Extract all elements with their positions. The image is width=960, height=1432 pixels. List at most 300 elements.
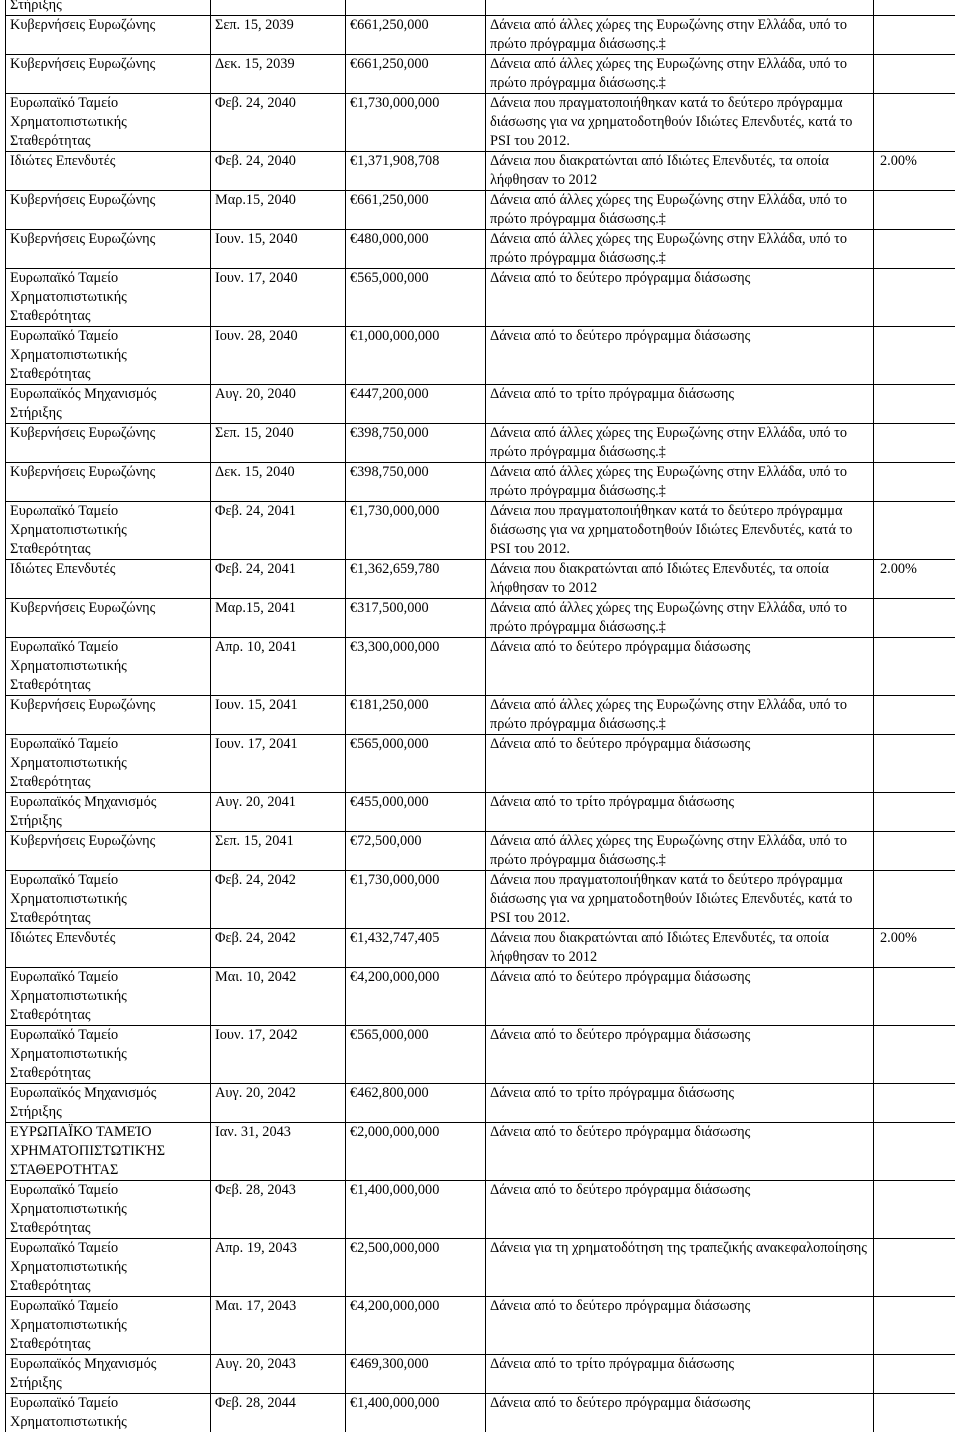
date-cell (211, 832, 346, 871)
description-cell (486, 230, 874, 269)
amount-cell (346, 230, 486, 269)
description-cell (486, 1355, 874, 1394)
lender-text: Ευρωπαϊκό Ταμείο Χρηματοπιστωτικής Σταθερότητας (10, 969, 127, 1023)
amount-text: €462,800,000 (350, 1085, 429, 1101)
document-page (5, 0, 955, 1432)
date-cell (211, 463, 346, 502)
debt-schedule-table (5, 0, 955, 1432)
amount-cell (346, 463, 486, 502)
description-cell (486, 735, 874, 793)
rate-cell (874, 230, 956, 269)
lender-cell (6, 871, 211, 929)
lender-text: Ευρωπαϊκό Ταμείο Χρηματοπιστωτικής Σταθερότητας (10, 1182, 127, 1236)
amount-cell (346, 1239, 486, 1297)
rate-cell (874, 424, 956, 463)
rate-cell (874, 463, 956, 502)
date-cell (211, 560, 346, 599)
date-text: Φεβ. 24, 2040 (215, 95, 296, 111)
amount-cell (346, 152, 486, 191)
description-text: Δάνεια από το τρίτο πρόγραμμα διάσωσης (490, 1356, 735, 1372)
description-cell (486, 385, 874, 424)
lender-cell (6, 1355, 211, 1394)
rate-cell (874, 968, 956, 1026)
description-text: Δάνεια από άλλες χώρες της Ευρωζώνης στην Ελλάδα, υπό το πρώτο πρόγραμμα διάσωσης.‡ (490, 17, 848, 52)
description-text: Δάνεια από το δεύτερο πρόγραμμα διάσωσης (490, 328, 751, 344)
date-text: Μαρ.15, 2041 (215, 600, 296, 616)
lender-cell (6, 560, 211, 599)
amount-text: €3,300,000,000 (350, 639, 440, 655)
description-text: Δάνεια που πραγματοποιήθηκαν κατά το δεύτερο πρόγραμμα διάσωσης για να χρηματοδοτηθούν Ιδιώτες Επενδυτές, κατά το PSI του 2012. (490, 503, 853, 557)
rate-cell (874, 1297, 956, 1355)
description-cell (486, 463, 874, 502)
amount-text: €1,371,908,708 (350, 153, 440, 169)
lender-cell (6, 929, 211, 968)
description-cell (486, 793, 874, 832)
table-row (6, 968, 956, 1026)
table-row (6, 871, 956, 929)
description-cell (486, 1394, 874, 1432)
description-cell (486, 871, 874, 929)
amount-text: €2,500,000,000 (350, 1240, 440, 1256)
amount-cell (346, 424, 486, 463)
amount-cell (346, 191, 486, 230)
description-text: Δάνεια από το δεύτερο πρόγραμμα διάσωσης (490, 969, 751, 985)
table-row (6, 1297, 956, 1355)
amount-text: €480,000,000 (350, 231, 429, 247)
date-text: Δεκ. 15, 2040 (215, 464, 295, 480)
description-text: Δάνεια που διακρατώνται από Ιδιώτες Επενδυτές, τα οποία λήφθησαν το 2012 (490, 930, 829, 965)
date-text: Μαρ.15, 2040 (215, 192, 296, 208)
lender-cell (6, 191, 211, 230)
lender-cell (6, 385, 211, 424)
lender-cell (6, 1394, 211, 1432)
description-text: Δάνεια από το τρίτο πρόγραμμα διάσωσης (490, 1085, 735, 1101)
table-row (6, 929, 956, 968)
description-cell (486, 94, 874, 152)
date-text: Σεπ. 15, 2039 (215, 17, 294, 33)
amount-cell (346, 1297, 486, 1355)
date-text: Φεβ. 24, 2042 (215, 872, 296, 888)
description-text: Δάνεια από το δεύτερο πρόγραμμα διάσωσης (490, 639, 751, 655)
table-row (6, 463, 956, 502)
rate-cell (874, 735, 956, 793)
amount-text: €317,500,000 (350, 600, 429, 616)
amount-cell (346, 1181, 486, 1239)
amount-cell (346, 1394, 486, 1432)
lender-text: Κυβερνήσεις Ευρωζώνης (10, 17, 156, 33)
amount-text: €398,750,000 (350, 464, 429, 480)
lender-text: Ευρωπαϊκό Ταμείο Χρηματοπιστωτικής Σταθερότητας (10, 503, 127, 557)
table-row (6, 230, 956, 269)
amount-cell (346, 269, 486, 327)
amount-text: €447,200,000 (350, 386, 429, 402)
description-text: Δάνεια από άλλες χώρες της Ευρωζώνης στην Ελλάδα, υπό το πρώτο πρόγραμμα διάσωσης.‡ (490, 425, 848, 460)
lender-cell (6, 94, 211, 152)
amount-cell (346, 560, 486, 599)
description-text: Δάνεια από άλλες χώρες της Ευρωζώνης στην Ελλάδα, υπό το πρώτο πρόγραμμα διάσωσης.‡ (490, 56, 848, 91)
amount-text: €72,500,000 (350, 833, 422, 849)
rate-cell (874, 929, 956, 968)
date-cell (211, 1181, 346, 1239)
table-row (6, 424, 956, 463)
amount-cell (346, 327, 486, 385)
lender-text: Ευρωπαϊκός Μηχανισμός Στήριξης (10, 1356, 157, 1391)
table-row (6, 735, 956, 793)
lender-text: Ευρωπαϊκό Ταμείο Χρηματοπιστωτικής Σταθερότητας (10, 1240, 127, 1294)
lender-cell (6, 269, 211, 327)
date-cell (211, 94, 346, 152)
table-row (6, 269, 956, 327)
description-cell (486, 424, 874, 463)
description-text: Δάνεια από το δεύτερο πρόγραμμα διάσωσης (490, 1027, 751, 1043)
date-cell (211, 0, 346, 16)
date-cell (211, 1394, 346, 1432)
amount-cell (346, 599, 486, 638)
date-text: Ιουν. 17, 2040 (215, 270, 298, 286)
description-cell (486, 152, 874, 191)
date-cell (211, 269, 346, 327)
date-cell (211, 696, 346, 735)
lender-text: Ευρωπαϊκό Ταμείο Χρηματοπιστωτικής Σταθερότητας (10, 1298, 127, 1352)
amount-cell (346, 1355, 486, 1394)
description-cell (486, 1239, 874, 1297)
description-cell (486, 1084, 874, 1123)
lender-text: Ευρωπαϊκό Ταμείο Χρηματοπιστωτικής Σταθερότητας (10, 270, 127, 324)
date-cell (211, 1084, 346, 1123)
description-text: Δάνεια από το δεύτερο πρόγραμμα διάσωσης (490, 1395, 751, 1411)
date-text: Αυγ. 20, 2041 (215, 794, 296, 810)
date-text: Φεβ. 28, 2043 (215, 1182, 296, 1198)
table-row (6, 599, 956, 638)
description-cell (486, 0, 874, 16)
rate-cell (874, 94, 956, 152)
rate-cell (874, 1355, 956, 1394)
debt-schedule-body (6, 0, 956, 1432)
date-cell (211, 55, 346, 94)
rate-cell (874, 1026, 956, 1084)
amount-cell (346, 0, 486, 16)
description-text: Δάνεια από άλλες χώρες της Ευρωζώνης στην Ελλάδα, υπό το πρώτο πρόγραμμα διάσωσης.‡ (490, 192, 848, 227)
date-text: Αυγ. 20, 2042 (215, 1085, 296, 1101)
amount-text: €1,362,659,780 (350, 561, 440, 577)
date-cell (211, 502, 346, 560)
table-row (6, 16, 956, 55)
amount-text: €1,000,000,000 (350, 328, 440, 344)
date-text: Μαι. 10, 2042 (215, 969, 297, 985)
rate-cell (874, 16, 956, 55)
description-cell (486, 696, 874, 735)
lender-text: Ευρωπαϊκό Ταμείο Χρηματοπιστωτικής Σταθερότητας (10, 872, 127, 926)
lender-cell (6, 502, 211, 560)
lender-cell (6, 1084, 211, 1123)
lender-cell (6, 0, 211, 16)
rate-cell (874, 599, 956, 638)
description-text: Δάνεια από άλλες χώρες της Ευρωζώνης στην Ελλάδα, υπό το πρώτο πρόγραμμα διάσωσης.‡ (490, 464, 848, 499)
amount-cell (346, 832, 486, 871)
amount-cell (346, 735, 486, 793)
amount-cell (346, 793, 486, 832)
amount-text: €1,730,000,000 (350, 872, 440, 888)
table-row (6, 696, 956, 735)
lender-text: Κυβερνήσεις Ευρωζώνης (10, 833, 156, 849)
date-cell (211, 16, 346, 55)
rate-cell (874, 0, 956, 16)
date-text: Σεπ. 15, 2041 (215, 833, 294, 849)
rate-cell (874, 1394, 956, 1432)
amount-text: €565,000,000 (350, 1027, 429, 1043)
amount-cell (346, 638, 486, 696)
description-cell (486, 929, 874, 968)
lender-text: Ευρωπαϊκός Μηχανισμός Στήριξης (10, 1085, 157, 1120)
description-text: Δάνεια για τη χρηματοδότηση της τραπεζικής ανακεφαλοποίησης (490, 1240, 867, 1256)
amount-cell (346, 929, 486, 968)
rate-text: 2.00% (880, 153, 917, 169)
description-cell (486, 502, 874, 560)
lender-text: Ευρωπαϊκός Μηχανισμός Στήριξης (10, 386, 157, 421)
rate-cell (874, 327, 956, 385)
lender-cell (6, 638, 211, 696)
rate-cell (874, 1123, 956, 1181)
date-text: Φεβ. 28, 2044 (215, 1395, 296, 1411)
rate-cell (874, 191, 956, 230)
lender-cell (6, 793, 211, 832)
rate-cell (874, 385, 956, 424)
date-text: Σεπ. 15, 2040 (215, 425, 294, 441)
table-row (6, 1355, 956, 1394)
amount-text: €565,000,000 (350, 736, 429, 752)
table-row (6, 1239, 956, 1297)
rate-cell (874, 832, 956, 871)
lender-text: Ιδιώτες Επενδυτές (10, 153, 116, 169)
description-text: Δάνεια από το δεύτερο πρόγραμμα διάσωσης (490, 1298, 751, 1314)
lender-cell (6, 968, 211, 1026)
date-text: Φεβ. 24, 2041 (215, 561, 296, 577)
date-text: Ιουν. 15, 2040 (215, 231, 298, 247)
date-cell (211, 929, 346, 968)
lender-cell (6, 230, 211, 269)
amount-text: €1,400,000,000 (350, 1395, 440, 1411)
description-cell (486, 968, 874, 1026)
amount-cell (346, 1123, 486, 1181)
date-text: Φεβ. 24, 2042 (215, 930, 296, 946)
table-row (6, 327, 956, 385)
amount-cell (346, 968, 486, 1026)
description-cell (486, 1297, 874, 1355)
lender-cell (6, 1026, 211, 1084)
rate-cell (874, 55, 956, 94)
date-cell (211, 1123, 346, 1181)
amount-text: €1,730,000,000 (350, 503, 440, 519)
lender-text: Ιδιώτες Επενδυτές (10, 930, 116, 946)
lender-text: Ευρωπαϊκό Ταμείο Χρηματοπιστωτικής (10, 1395, 127, 1430)
table-row (6, 560, 956, 599)
description-text: Δάνεια από το τρίτο πρόγραμμα διάσωσης (490, 386, 735, 402)
rate-cell (874, 502, 956, 560)
description-cell (486, 1026, 874, 1084)
date-text: Ιουν. 17, 2042 (215, 1027, 298, 1043)
rate-cell (874, 638, 956, 696)
date-cell (211, 1355, 346, 1394)
description-text: Δάνεια που διακρατώνται από Ιδιώτες Επενδυτές, τα οποία λήφθησαν το 2012 (490, 153, 829, 188)
amount-text: €455,000,000 (350, 794, 429, 810)
amount-text: €4,200,000,000 (350, 969, 440, 985)
table-row (6, 502, 956, 560)
lender-text: Ευρωπαϊκός Μηχανισμός Στήριξης (10, 794, 157, 829)
lender-cell (6, 152, 211, 191)
rate-cell (874, 696, 956, 735)
date-cell (211, 327, 346, 385)
amount-cell (346, 55, 486, 94)
amount-text: €1,400,000,000 (350, 1182, 440, 1198)
amount-cell (346, 696, 486, 735)
lender-text: Ευρωπαϊκό Ταμείο Χρηματοπιστωτικής Σταθερότητας (10, 95, 127, 149)
date-text: Φεβ. 24, 2040 (215, 153, 296, 169)
lender-text: ΕΥΡΩΠΑΪΚΟ ΤΑΜΕΊΟ ΧΡΗΜΑΤΟΠΙΣΤΩΤΙΚΉΣ ΣΤΑΘΕΡΟΤΗΤΑΣ (10, 1124, 166, 1178)
description-cell (486, 327, 874, 385)
date-text: Ιουν. 15, 2041 (215, 697, 298, 713)
description-text: Δάνεια από το δεύτερο πρόγραμμα διάσωσης (490, 1182, 751, 1198)
description-text: Δάνεια από άλλες χώρες της Ευρωζώνης στην Ελλάδα, υπό το πρώτο πρόγραμμα διάσωσης.‡ (490, 600, 848, 635)
amount-text: €565,000,000 (350, 270, 429, 286)
lender-cell (6, 55, 211, 94)
amount-text: €2,000,000,000 (350, 1124, 440, 1140)
table-row (6, 1123, 956, 1181)
table-row (6, 55, 956, 94)
description-text: Δάνεια από άλλες χώρες της Ευρωζώνης στην Ελλάδα, υπό το πρώτο πρόγραμμα διάσωσης.‡ (490, 833, 848, 868)
date-text: Ιαν. 31, 2043 (215, 1124, 291, 1140)
date-text: Απρ. 19, 2043 (215, 1240, 297, 1256)
rate-cell (874, 793, 956, 832)
description-text: Δάνεια από το δεύτερο πρόγραμμα διάσωσης (490, 270, 751, 286)
description-text: Δάνεια από το δεύτερο πρόγραμμα διάσωσης (490, 736, 751, 752)
date-cell (211, 1026, 346, 1084)
amount-text: €1,730,000,000 (350, 95, 440, 111)
rate-cell (874, 269, 956, 327)
lender-text: Στήριξης (10, 0, 62, 13)
rate-cell (874, 871, 956, 929)
lender-text: Ευρωπαϊκό Ταμείο Χρηματοπιστωτικής Σταθερότητας (10, 328, 127, 382)
date-cell (211, 968, 346, 1026)
lender-cell (6, 16, 211, 55)
lender-text: Ευρωπαϊκό Ταμείο Χρηματοπιστωτικής Σταθερότητας (10, 736, 127, 790)
description-cell (486, 269, 874, 327)
lender-text: Κυβερνήσεις Ευρωζώνης (10, 464, 156, 480)
description-cell (486, 191, 874, 230)
description-cell (486, 16, 874, 55)
date-text: Απρ. 10, 2041 (215, 639, 297, 655)
description-cell (486, 638, 874, 696)
description-cell (486, 1123, 874, 1181)
lender-cell (6, 832, 211, 871)
rate-cell (874, 1181, 956, 1239)
table-row (6, 638, 956, 696)
rate-text: 2.00% (880, 930, 917, 946)
lender-cell (6, 696, 211, 735)
table-row (6, 1394, 956, 1432)
date-cell (211, 599, 346, 638)
table-row (6, 793, 956, 832)
table-row (6, 1026, 956, 1084)
lender-cell (6, 1239, 211, 1297)
lender-cell (6, 1297, 211, 1355)
rate-cell (874, 560, 956, 599)
lender-cell (6, 463, 211, 502)
description-text: Δάνεια από το τρίτο πρόγραμμα διάσωσης (490, 794, 735, 810)
lender-cell (6, 1181, 211, 1239)
lender-cell (6, 327, 211, 385)
amount-text: €4,200,000,000 (350, 1298, 440, 1314)
date-text: Δεκ. 15, 2039 (215, 56, 295, 72)
lender-text: Κυβερνήσεις Ευρωζώνης (10, 56, 156, 72)
date-cell (211, 152, 346, 191)
amount-cell (346, 1084, 486, 1123)
amount-cell (346, 16, 486, 55)
lender-cell (6, 1123, 211, 1181)
description-text: Δάνεια από άλλες χώρες της Ευρωζώνης στην Ελλάδα, υπό το πρώτο πρόγραμμα διάσωσης.‡ (490, 231, 848, 266)
table-row-fragment (6, 0, 956, 16)
lender-text: Ιδιώτες Επενδυτές (10, 561, 116, 577)
lender-text: Κυβερνήσεις Ευρωζώνης (10, 697, 156, 713)
description-text: Δάνεια από το δεύτερο πρόγραμμα διάσωσης (490, 1124, 751, 1140)
lender-text: Ευρωπαϊκό Ταμείο Χρηματοπιστωτικής Σταθερότητας (10, 1027, 127, 1081)
amount-text: €398,750,000 (350, 425, 429, 441)
description-cell (486, 55, 874, 94)
description-cell (486, 832, 874, 871)
amount-text: €1,432,747,405 (350, 930, 440, 946)
date-cell (211, 1297, 346, 1355)
amount-text: €469,300,000 (350, 1356, 429, 1372)
amount-text: €181,250,000 (350, 697, 429, 713)
table-row (6, 1181, 956, 1239)
date-cell (211, 230, 346, 269)
date-text: Αυγ. 20, 2043 (215, 1356, 296, 1372)
description-cell (486, 560, 874, 599)
date-cell (211, 793, 346, 832)
amount-cell (346, 871, 486, 929)
table-row (6, 385, 956, 424)
date-text: Ιουν. 17, 2041 (215, 736, 298, 752)
description-cell (486, 599, 874, 638)
table-row (6, 832, 956, 871)
description-text: Δάνεια που διακρατώνται από Ιδιώτες Επενδυτές, τα οποία λήφθησαν το 2012 (490, 561, 829, 596)
table-row (6, 152, 956, 191)
date-text: Μαι. 17, 2043 (215, 1298, 297, 1314)
date-cell (211, 385, 346, 424)
amount-text: €661,250,000 (350, 17, 429, 33)
description-text: Δάνεια που πραγματοποιήθηκαν κατά το δεύτερο πρόγραμμα διάσωσης για να χρηματοδοτηθούν Ιδιώτες Επενδυτές, κατά το PSI του 2012. (490, 95, 853, 149)
amount-cell (346, 94, 486, 152)
lender-text: Κυβερνήσεις Ευρωζώνης (10, 231, 156, 247)
rate-cell (874, 1239, 956, 1297)
rate-cell (874, 1084, 956, 1123)
lender-cell (6, 424, 211, 463)
date-text: Ιουν. 28, 2040 (215, 328, 298, 344)
table-row (6, 191, 956, 230)
table-row (6, 1084, 956, 1123)
amount-text: €661,250,000 (350, 56, 429, 72)
rate-cell (874, 152, 956, 191)
amount-cell (346, 502, 486, 560)
date-cell (211, 871, 346, 929)
lender-cell (6, 735, 211, 793)
date-cell (211, 191, 346, 230)
description-text: Δάνεια που πραγματοποιήθηκαν κατά το δεύτερο πρόγραμμα διάσωσης για να χρηματοδοτηθούν Ιδιώτες Επενδυτές, κατά το PSI του 2012. (490, 872, 853, 926)
date-cell (211, 638, 346, 696)
date-cell (211, 1239, 346, 1297)
date-text: Αυγ. 20, 2040 (215, 386, 296, 402)
amount-cell (346, 1026, 486, 1084)
date-cell (211, 735, 346, 793)
